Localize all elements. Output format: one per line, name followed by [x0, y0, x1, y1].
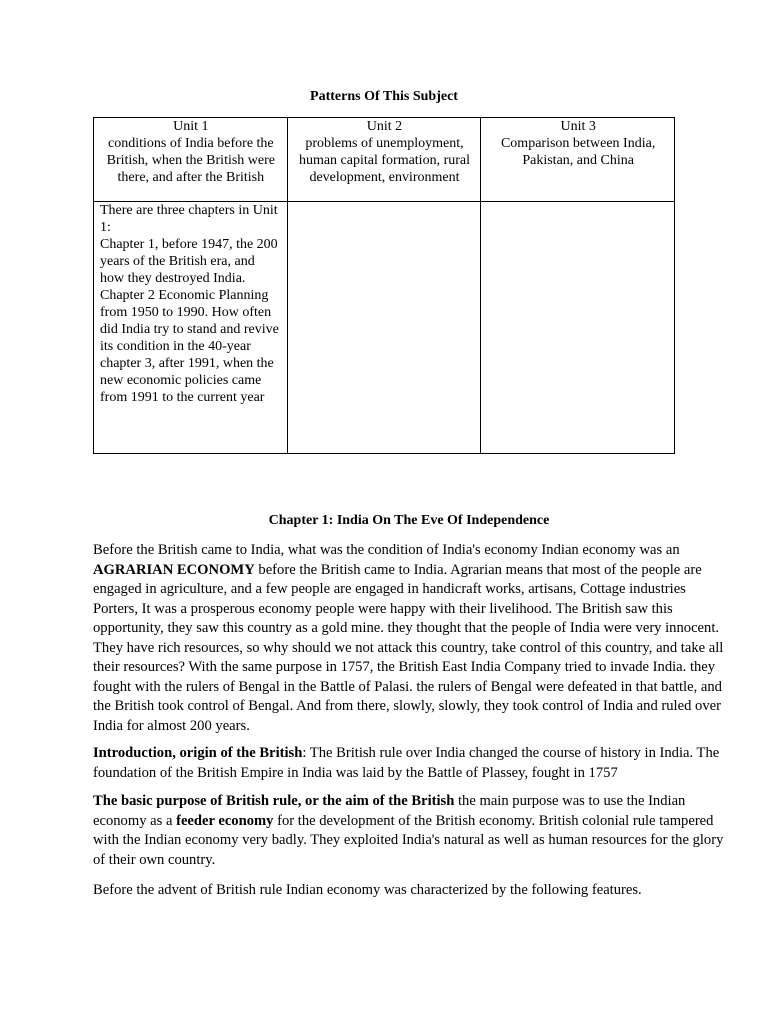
- table-heading: Patterns Of This Subject: [310, 89, 458, 104]
- header-unit-3-label: Unit 3: [560, 119, 596, 134]
- p3-text-a: the main purpose was to use the Indian economy as a: [93, 793, 686, 829]
- table-cell-unit-3: [481, 202, 675, 454]
- p3-bold-term-2: feeder economy: [176, 812, 274, 829]
- p3-text-b: for the development of the British economy. British colonial rule tampered with the Indian economy very badly. They exploited India's natural as well as human resources for the glory of their own country.: [93, 812, 724, 868]
- p3-bold-term: The basic purpose of British rule, or the aim of the British: [93, 793, 455, 809]
- paragraph-agrarian-economy: [93, 541, 725, 736]
- table-cell-unit-1: [94, 202, 288, 454]
- table-cell-unit-2: [287, 202, 481, 454]
- paragraph-purpose: [93, 792, 725, 870]
- p2-bold-term: Introduction, origin of the British: [93, 745, 303, 761]
- header-unit-3-desc: Comparison between India, Pakistan, and China: [500, 136, 656, 168]
- header-unit-2-desc: problems of unemployment, human capital formation, rural development, environment: [298, 136, 471, 185]
- unit-1-chapters-text: There are three chapters in Unit 1: Chapter 1, before 1947, the 200 years of the British era, and how they destroyed India. Chapter 2 Economic Planning from 1950 to 1990. How often did India try to stand and revive its condition in the 40-year chapter 3, after 1991, when the new economic policies came from 1991 to the current year: [100, 203, 279, 405]
- p2-text: : The British rule over India changed the course of history in India. The foundation of the British Empire in India was laid by the Battle of Plassey, fought in 1757: [93, 745, 720, 781]
- p1-text-b: before the British came to India. Agrarian means that most of the people are engaged in agriculture, and a few people are engaged in handicraft works, artisans, Cottage industries Porters, It was a prosperous economy people were happy with their livelihood. The British saw this opportunity, they saw this country as a gold mine. they thought that the people of India were very innocent. They have rich resources, so why should we not attack this country, take control of this country, and take all their resources? With the same purpose in 1757, the British East India Company tried to invade India. they fought with the rulers of Bengal in the Battle of Palasi. the rulers of Bengal were defeated in that battle, and the British took control of Bengal. And from there, slowly, slowly, they took control of India and ruled over India for almost 200 years.: [93, 561, 724, 734]
- paragraph-features-intro: Before the advent of British rule Indian economy was characterized by the following features.: [93, 882, 642, 898]
- header-cell-unit-1: [94, 118, 288, 202]
- chapter-title: Chapter 1: India On The Eve Of Independence: [268, 513, 550, 528]
- p1-text-a: Before the British came to India, what was the condition of India's economy Indian economy was an: [93, 542, 680, 558]
- header-cell-unit-3: [481, 118, 675, 202]
- header-unit-2-label: Unit 2: [366, 119, 403, 134]
- header-unit-1-desc: conditions of India before the British, when the British were there, and after the British: [106, 136, 276, 185]
- paragraph-introduction: [93, 744, 725, 783]
- units-table: [93, 117, 675, 454]
- table-row: [94, 202, 675, 454]
- table-header-row: [94, 118, 675, 202]
- p1-bold-term: AGRARIAN ECONOMY: [93, 561, 255, 578]
- header-cell-unit-2: [287, 118, 481, 202]
- header-unit-1-label: Unit 1: [173, 119, 209, 134]
